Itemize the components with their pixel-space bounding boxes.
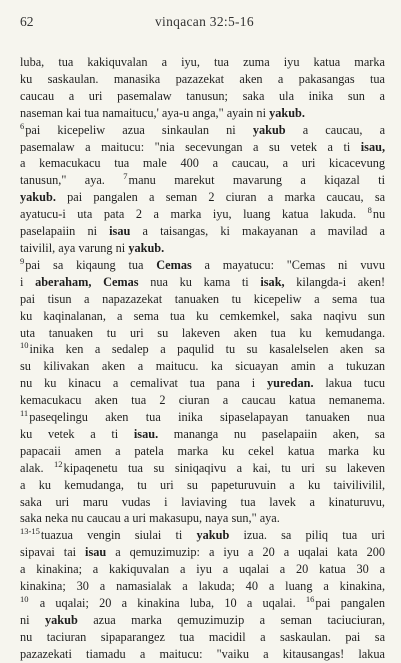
text-line: a ku kemudanga, tu uri su papeturuvuin a ku taivilivilil, — [20, 477, 386, 492]
body-text — [20, 54, 385, 663]
verse-number: 10 — [20, 593, 29, 604]
text-line: $^6$pai kicepeliw azua sinkaulan ni yakub a caucau, a — [20, 120, 386, 137]
running-head: vinqacan 32:5-16 — [155, 14, 254, 29]
text-line: $^{11}$paseqelingu aken tua inika sipaselapayan tanuaken nua — [20, 407, 386, 425]
verse-number: 7 — [123, 171, 128, 182]
text-line: papacaii amen a patela marka ku cekel katua marka ku — [20, 443, 385, 458]
text-line: ku kaqinalanan, a sema tua ku cemkemkel, saka naqivu sun — [20, 308, 386, 323]
text-line: ni yakub azua marka qemuzimuzip a seman taciuciuran, — [20, 612, 386, 627]
text-line: tanusun," aya. $^7$manu marekut mavarung a kiqazal ti — [20, 171, 385, 188]
text-line: saka neka nu caucau a uri makasupu, naya sun," aya. — [20, 511, 280, 526]
text-line: nu taciuran sipaparangez tua macidil a saskaulan. pai sa — [20, 629, 386, 644]
text-line: nu ku kinacu a cemalivat tua pana i yuredan. lakua tucu — [20, 376, 385, 391]
text-line: $^{10}$ a uqalai; 20 a kinakina luba, 10 a uqalai. $^{16}$pai pangalen — [20, 593, 386, 610]
text-line: a kinakina; a kakiquvalan a iyu a uqalai a 20 katua 30 a — [20, 562, 386, 577]
verse-number: 6 — [20, 120, 25, 131]
page-header — [20, 14, 385, 36]
text-line: $^{10}$inika ken a sedalep a paqulid tu su kasalelselen aken sa — [20, 340, 385, 357]
text-line: paselapaiin ni isau a taisangas, ki makayanan a mavilad a — [20, 224, 385, 239]
verse-number: 10 — [20, 340, 29, 351]
text-line: pazazekati tiamadu a maitucu: "vaiku a kitausangas! lakua — [20, 646, 386, 661]
text-line: $^{13-15}$tuazua vengin siulai ti yakub izua. sa piliq tua uri — [20, 526, 386, 543]
verse-number: 12 — [54, 458, 63, 469]
text-line: caucau a uri pasemalaw tanusun; saka ula inika sun a — [20, 88, 385, 103]
text-line: alak. $^{12}$kipaqenetu tua su siniqaqivu a kai, tu uri su lakeven — [20, 458, 386, 475]
verse-number: 9 — [20, 255, 25, 266]
text-line: ku saskaulan. manasika pazazekat aken a pakasangas tua — [20, 71, 386, 86]
verse-number: 13-15 — [20, 526, 40, 537]
text-line: ayatucu-i uta pata 2 a marka iyu, luang katua lakuda. $^8$nu — [20, 205, 386, 222]
text-line: pai tisun a napazazekat tanuaken tu kicepeliw a sema tua — [20, 291, 385, 306]
text-line: kinakina; 30 a namasialak a lakuda; 40 a luang a kinakina, — [20, 579, 386, 594]
text-line: luba, tua kakiquvalan a iyu, tua zuma iyu katua marka — [20, 55, 385, 69]
text-line: pasemalaw a maitucu: "nia secevungan a su vetek a ti isau, — [20, 139, 386, 154]
text-line: kemacukacu aken tua 2 ciuran a caucau katua nemanema. — [20, 393, 386, 408]
text-line: $^9$pai sa kiqaung tua Cemas a mayatucu: "Cemas ni vuvu — [20, 255, 385, 272]
page-number: 62 — [20, 14, 34, 29]
verse-number: 16 — [305, 593, 315, 604]
text-line: yakub. pai pangalen a seman 2 ciuran a marka caucau, sa — [20, 190, 386, 205]
text-line: uta tanuaken tu uri su lakeven aken tua ku kemudanga. — [20, 325, 386, 340]
text-line: ku vetek a ti isau. mananga nu paselapaiin aken, sa — [20, 426, 385, 441]
text-line: su kilivakan aken a maitucu. ka sicuayan amin a tukuzan — [20, 359, 386, 374]
text-line: sipavai tai isau a qemuzimuzip: a iyu a 20 a uqalai kata 200 — [20, 545, 386, 560]
text-line: a kemacukacu tua male 400 a caucau, a uri kicacevung — [20, 156, 386, 171]
text-line: i aberaham, Cemas nua ku kama ti isak, kilangda-i aken! — [20, 274, 386, 289]
text-line: taivilil, aya varung ni yakub. — [20, 240, 165, 255]
text-line: naseman kai tua namaitucu,' aya-u anga," ayain ni yakub. — [20, 105, 305, 120]
verse-number: 8 — [367, 205, 372, 216]
verse-number: 11 — [20, 407, 29, 418]
text-line: saka uri maru vudas i laviaving tua lavek a kinaturuvu, — [20, 494, 385, 509]
